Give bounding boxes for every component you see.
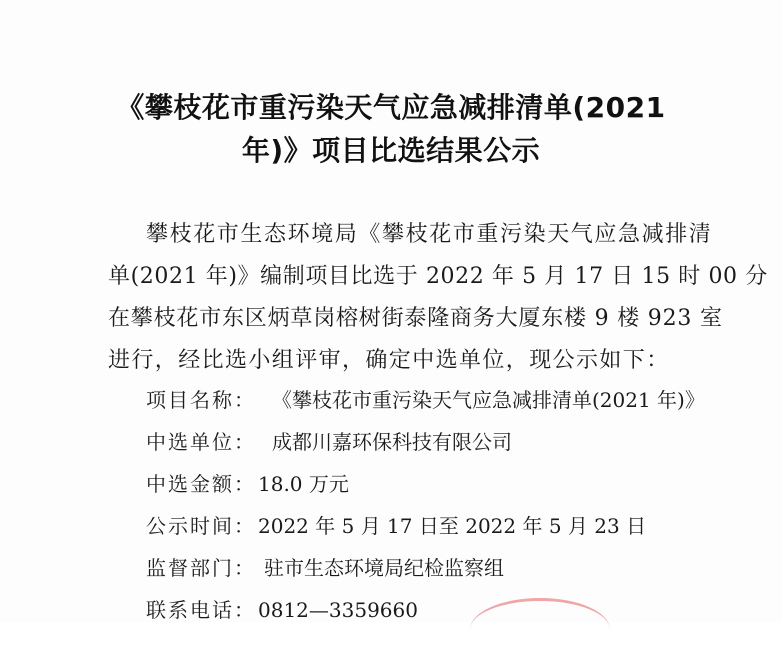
- detail-value: 《攀枝花市重污染天气应急减排清单(2021 年)》: [272, 388, 705, 412]
- detail-row-selected-unit: [146, 428, 512, 456]
- detail-row-amount: [146, 470, 349, 498]
- detail-value: 18.0 万元: [258, 472, 349, 496]
- detail-label: 项目名称：: [146, 388, 256, 412]
- detail-row-project-name: [146, 386, 705, 414]
- detail-row-contact-phone: [146, 596, 418, 624]
- detail-label: 公示时间：: [146, 514, 256, 538]
- detail-label: 联系电话：: [146, 598, 256, 622]
- detail-value: 成都川嘉环保科技有限公司: [272, 430, 512, 454]
- detail-value: 0812—3359660: [258, 598, 418, 622]
- detail-value: 2022 年 5 月 17 日至 2022 年 5 月 23 日: [258, 514, 647, 538]
- official-seal-edge: [470, 598, 610, 661]
- detail-label: 中选金额：: [146, 472, 256, 496]
- document-title-line-2: 年)》项目比选结果公示: [241, 134, 541, 167]
- detail-row-supervising-dept: [146, 554, 504, 582]
- detail-value: 驻市生态环境局纪检监察组: [264, 556, 504, 580]
- detail-label: 中选单位：: [146, 430, 256, 454]
- detail-row-publicity-period: [146, 512, 646, 540]
- body-paragraph-line-3: 在攀枝花市东区炳草岗榕树街泰隆商务大厦东楼 9 楼 923 室: [108, 306, 723, 331]
- body-paragraph-line-4: 进行，经比选小组评审，确定中选单位，现公示如下：: [108, 348, 670, 373]
- body-paragraph-line-1: 攀枝花市生态环境局《攀枝花市重污染天气应急减排清: [146, 222, 713, 247]
- body-paragraph-line-2: 单(2021 年)》编制项目比选于 2022 年 5 月 17 日 15 时 00 分: [108, 264, 768, 289]
- detail-label: 监督部门：: [146, 556, 256, 580]
- document-title-line-1: 《攀枝花市重污染天气应急减排清单(2021: [116, 91, 666, 124]
